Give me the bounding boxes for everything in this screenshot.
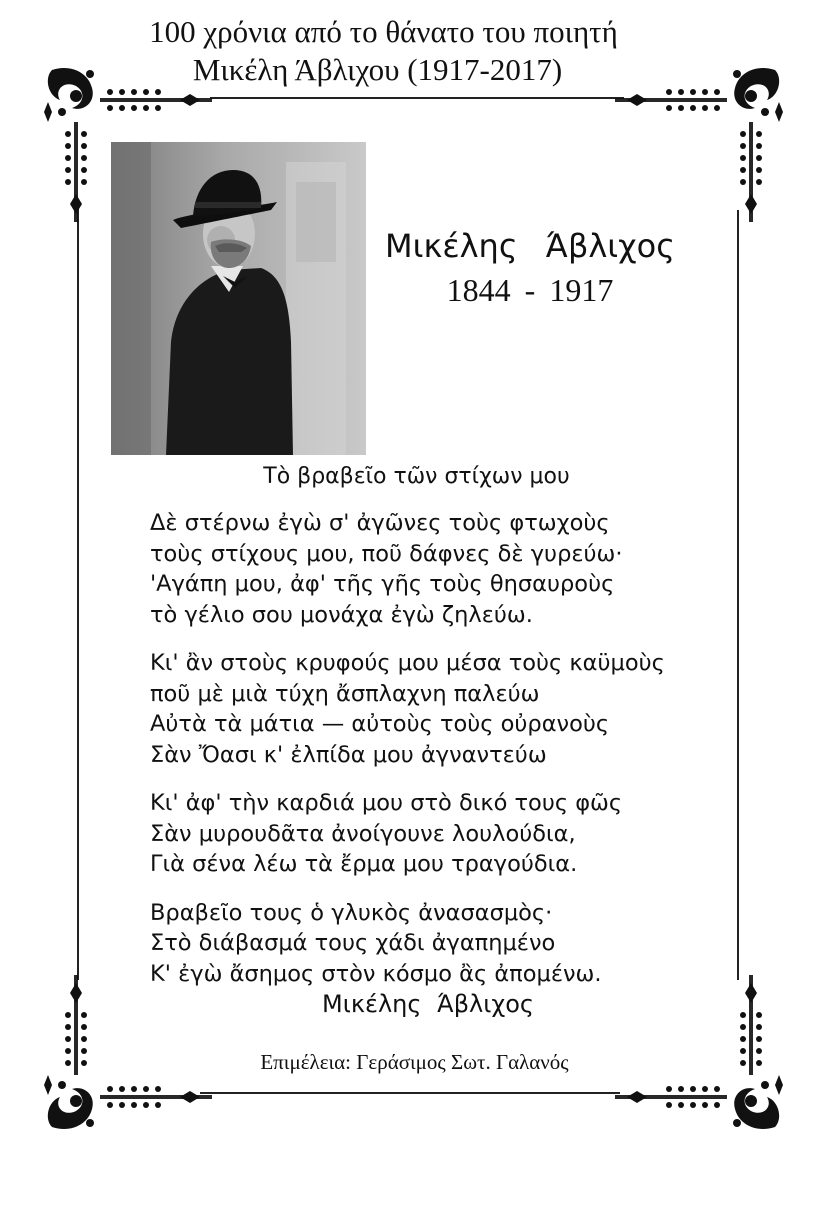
page-heading-line2: Μικέλη Άβλιχου (1917-2017) [192,52,563,87]
poem-stanza [150,648,750,770]
poem-line: Σὰν Ὄασι κ' ἐλπίδα μου ἀγναντεύω [150,741,547,768]
poem-line: τὸ γέλιο σου μονάχα ἐγὼ ζηλεύω. [150,601,533,628]
poem-stanza [150,898,750,990]
poem-title: Τὸ βραβεῖο τῶν στίχων μου [263,464,570,489]
poem-line: Γιὰ σένα λέω τὰ ἔρμα μου τραγούδια. [150,851,578,877]
poet-name: Μικέλης Άβλιχος [385,227,675,265]
poem-line: ποῦ μὲ μιὰ τύχη ἄσπλαχνη παλεύω [150,680,540,707]
portrait-photo [111,142,366,455]
poem-line: Κι' ἂν στοὺς κρυφούς μου μέσα τοὺς καϋμοὺς [150,650,665,676]
poem-line: Δὲ στέρνω ἐγὼ σ' ἀγῶνες τοὺς φτωχοὺς [150,510,610,536]
poem-line: 'Αγάπη μου, ἀφ' τῆς γῆς τοὺς θησαυροὺς [150,571,615,597]
poem-stanza [150,788,750,880]
corner-ornament-top-right-icon [615,62,787,222]
frame-top-rule [210,97,624,99]
poem-line: Κι' ἀφ' τὴν καρδιά μου στὸ δικό τους φῶς [150,790,623,816]
poem-line: τοὺς στίχους μου, ποῦ δάφνες δὲ γυρεύω· [150,540,623,567]
poem-body [150,508,750,1007]
editor-credit: Επιμέλεια: Γεράσιμος Σωτ. Γαλανός [260,1050,569,1074]
page-heading-line1: 100 χρόνια από το θάνατο του ποιητή [149,14,618,49]
poet-years: 1844 - 1917 [446,272,614,308]
poem-line: Στὸ διάβασμά τους χάδι ἀγαπημένο [150,930,556,956]
poem-line: Σὰν μυρουδᾶτα ἀνοίγουνε λουλούδια, [150,820,576,847]
frame-left-rule [77,205,79,980]
poem-line: Βραβεῖο τους ὁ γλυκὸς ἀνασασμὸς· [150,899,553,926]
poem-stanza [150,508,750,630]
poet-caption [380,226,680,310]
poem-signature: Μικέλης Άβλιχος [322,990,534,1018]
poem-line: Κ' ἐγὼ ἄσημος στὸν κόσμο ἂς ἀπομένω. [150,960,602,987]
poem-line: Αὐτὰ τὰ μάτια — αὐτοὺς τοὺς οὐρανοὺς [150,711,610,737]
frame-bottom-rule [200,1092,620,1094]
